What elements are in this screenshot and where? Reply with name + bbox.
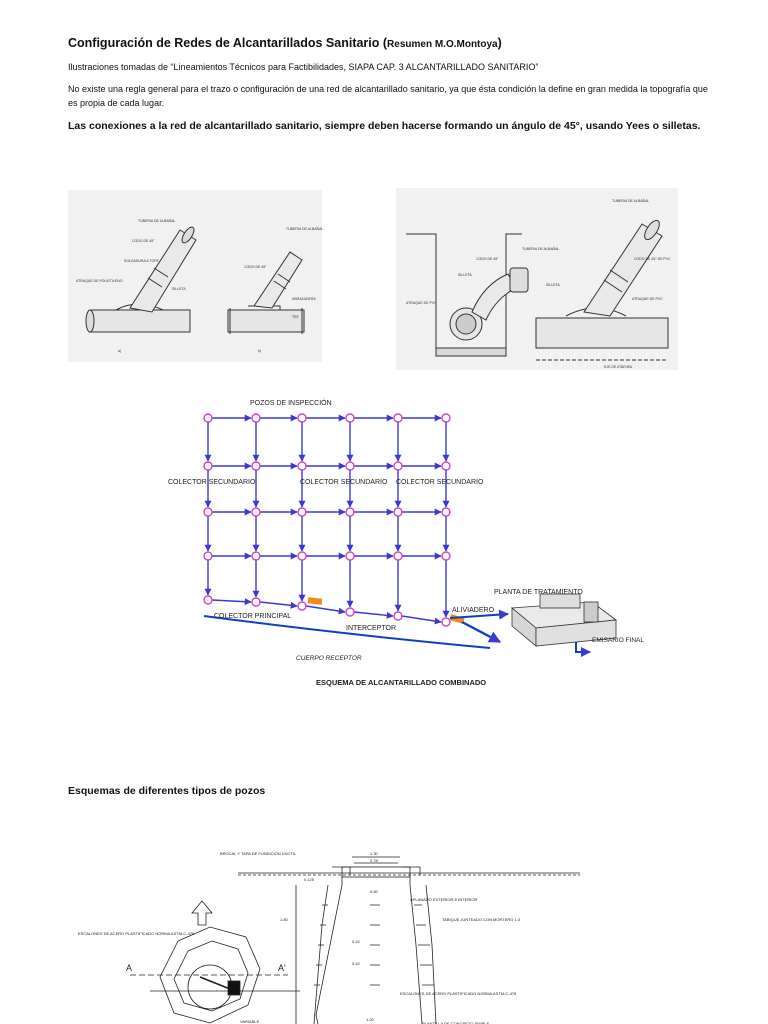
label-tuberia-r1: TUBERIA DE ALBAÑAL <box>522 247 560 251</box>
emisario-text: EMISARIO FINAL <box>592 637 645 644</box>
dim-042b: 0.42 <box>352 961 360 966</box>
dim-0125: 0.125 <box>304 877 315 882</box>
pozo-node <box>204 508 212 516</box>
colector-sec-3 <box>396 479 484 486</box>
pozo-node-principal <box>394 612 402 620</box>
dim-130: 1.30 <box>370 851 378 856</box>
colector-sec-2 <box>300 479 388 486</box>
pozo-node <box>204 552 212 560</box>
label-codo-b: CODO DE 45° <box>244 265 267 269</box>
label-tuberia-r2: TUBERIA DE ALBAÑAL <box>612 199 650 203</box>
pozo-node <box>442 552 450 560</box>
pozo-node <box>252 462 260 470</box>
emisario-label <box>592 637 644 644</box>
dim-180: 1.80 <box>280 917 288 922</box>
pozo-node-principal <box>346 608 354 616</box>
pozo-node <box>204 462 212 470</box>
pozo-label-variable: VARIABLE <box>240 1019 260 1024</box>
colector-sec-3-text: COLECTOR SECUNDARIO <box>396 479 484 486</box>
label-abrazadera-b: ABRAZADERA <box>292 297 316 301</box>
label-tuberia-b: TUBERIA DE ALBAÑAL <box>286 227 324 231</box>
pozo-node <box>442 414 450 422</box>
pozo-node <box>204 414 212 422</box>
pozo-node <box>298 552 306 560</box>
label-codo-a: CODO DE 45° <box>132 239 155 243</box>
pozo-label-plantilla: PLANTILLA DE CONCRETO SIMPLE <box>422 1021 490 1024</box>
pozo-node <box>252 414 260 422</box>
label-atraque-r1: ATRAQUE DE PVC <box>406 301 437 305</box>
pozo-node <box>442 462 450 470</box>
caption-a: a) <box>118 349 122 353</box>
network-scheme <box>160 390 645 700</box>
label-codo-r2: CODO DE 45° DE PVC <box>634 257 671 261</box>
label-atraque-a: ATRAQUE DE POLIETILENO <box>76 279 123 283</box>
title-main: Configuración de Redes de Alcantarillados Sanitario ( <box>68 36 388 50</box>
colector-principal-pipe <box>306 606 345 612</box>
title-close: ) <box>497 36 502 50</box>
intro-paragraph: No existe una regla general para el trazo o configuración de una red de alcantarillado sanitario, ya que ésta condición la define en gran medida la topografía que es propia de cada lugar. <box>68 84 708 108</box>
aliviadero-label: ALIVIADERO <box>452 607 495 614</box>
caption-b: b) <box>258 349 262 353</box>
label-silleta-r1: SILLETA <box>458 273 472 277</box>
pozo-node <box>346 508 354 516</box>
source-line: Ilustraciones tomadas de “Lineamientos Técnicos para Factibilidades, SIAPA CAP. 3 ALCANTARILLADO SANITARIO” <box>68 62 539 72</box>
pozo-node <box>346 462 354 470</box>
label-codo-r1: CODO DE 45° <box>476 257 499 261</box>
colector-sec-1-text: COLECTOR SECUNDARIO <box>168 479 256 486</box>
label-tuberia-a: TUBERIA DE ALBAÑAL <box>138 219 176 223</box>
label-silleta-r2: SILLETA <box>546 283 560 287</box>
section-mark-a: A <box>126 963 133 973</box>
interceptor-segment <box>308 597 323 604</box>
pozo-node <box>298 414 306 422</box>
colector-principal-pipe <box>354 612 393 616</box>
colector-principal-pipe <box>402 616 441 622</box>
section-mark-a-prime: A' <box>278 963 286 973</box>
connection-rule: Las conexiones a la red de alcantarillado sanitario, siempre deben hacerse formando un ángulo de 45°, usando Yees o silletas. <box>68 120 701 132</box>
label-atraque-r2: ATRAQUE DE PVC <box>632 297 663 301</box>
colector-principal-label: COLECTOR PRINCIPAL <box>214 613 292 620</box>
pozo-label-tabique: TABIQUE JUNTEADO CON MORTERO 1:3 <box>442 917 521 922</box>
dim-120: 1.20 <box>366 1017 374 1022</box>
pozo-node <box>394 508 402 516</box>
pozo-node <box>346 414 354 422</box>
label-soldadura-a: SOLDADURA A TOPE <box>124 259 159 263</box>
pozo-label-aplanado: APLANADO EXTERIOR E INTERIOR <box>410 897 478 902</box>
connection-figure-left <box>68 190 322 362</box>
aliviadero-line <box>462 622 500 642</box>
colector-sec-2-text: COLECTOR SECUNDARIO <box>300 479 388 486</box>
pozo-node <box>394 462 402 470</box>
pozo-node <box>252 508 260 516</box>
pozo-node-principal <box>298 602 306 610</box>
network-nodes <box>204 414 450 626</box>
pozo-label-escalones-sec: ESCALONES DE ACERO PLASTIFICADO NORMA ASTM-C-478 <box>400 991 517 996</box>
label-eje-r2: EJE DE ATARJEA <box>604 365 633 369</box>
pozos-label: POZOS DE INSPECCIÓN <box>250 400 332 407</box>
pozo-node <box>252 552 260 560</box>
scheme-caption: ESQUEMA DE ALCANTARILLADO COMBINADO <box>316 678 487 687</box>
cuerpo-label: CUERPO RECEPTOR <box>296 655 362 662</box>
pozo-node-principal <box>442 618 450 626</box>
pozo-node-principal <box>204 596 212 604</box>
dim-078: 0.78 <box>370 858 378 863</box>
network-lines <box>208 418 446 622</box>
label-silleta-a: SILLETA <box>172 287 186 291</box>
title-author: Resumen M.O.Montoya <box>387 39 498 50</box>
pozo-node <box>298 508 306 516</box>
dim-042a: 0.42 <box>352 939 360 944</box>
page-title <box>68 36 502 50</box>
pozo-node <box>442 508 450 516</box>
pozo-node <box>394 414 402 422</box>
pozo-drawing <box>70 845 710 1024</box>
interceptor-label: INTERCEPTOR <box>346 625 397 632</box>
pozo-label-escalones-plan: ESCALONES DE ACERO PLASTIFICADO NORMA ASTM-C-478 <box>78 931 195 936</box>
section-heading: Esquemas de diferentes tipos de pozos <box>68 785 266 797</box>
pozo-label-brocal: BROCAL Y TAPA DE FUNDICIÓN DÚCTIL <box>220 851 297 856</box>
colector-principal-pipe <box>260 602 297 606</box>
to-plant-line <box>450 614 508 618</box>
colector-principal-pipe <box>212 600 251 602</box>
pozo-node-principal <box>252 598 260 606</box>
label-tee-b: TEE <box>292 315 299 319</box>
pozo-node <box>346 552 354 560</box>
colector-sec-1 <box>168 479 256 486</box>
pozo-node <box>394 552 402 560</box>
connection-figure-right <box>396 188 678 370</box>
pozo-node <box>298 462 306 470</box>
dim-060: 0.60 <box>370 889 378 894</box>
planta-label: PLANTA DE TRATAMIENTO <box>494 589 583 596</box>
